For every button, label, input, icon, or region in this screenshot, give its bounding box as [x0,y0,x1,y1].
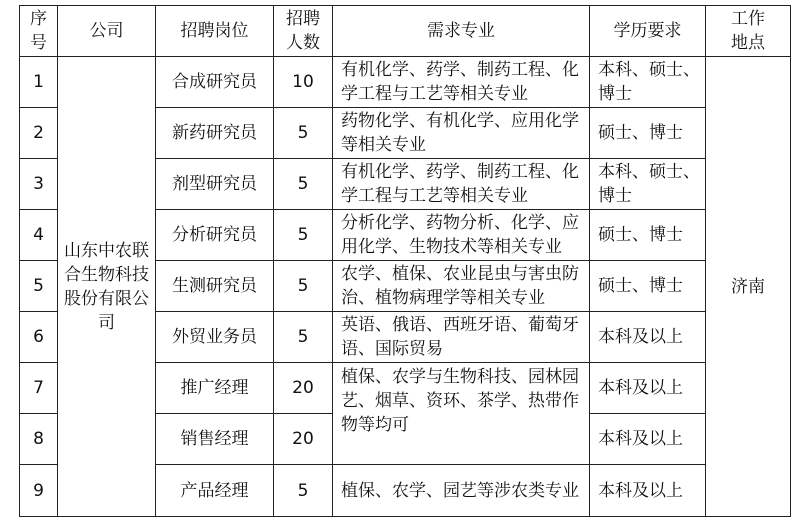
row-education: 本科、硕士、博士 [590,159,706,210]
row-count: 5 [274,159,333,210]
row-no: 7 [20,363,58,414]
row-education: 硕士、博士 [590,210,706,261]
row-position: 分析研究员 [156,210,274,261]
row-position: 新药研究员 [156,108,274,159]
row-count: 20 [274,414,333,465]
row-education: 本科、硕士、博士 [590,57,706,108]
row-major: 药物化学、有机化学、应用化学等相关专业 [333,108,590,159]
row-no: 5 [20,261,58,312]
row-position: 合成研究员 [156,57,274,108]
row-position: 销售经理 [156,414,274,465]
row-education: 硕士、博士 [590,108,706,159]
row-position: 推广经理 [156,363,274,414]
row-major-shared: 植保、农学与生物科技、园林园艺、烟草、资环、茶学、热带作物等均可 [333,363,590,465]
row-count: 5 [274,210,333,261]
row-education: 本科及以上 [590,465,706,517]
header-count: 招聘人数 [274,6,333,57]
row-education: 本科及以上 [590,414,706,465]
row-major: 植保、农学、园艺等涉农类专业 [333,465,590,517]
row-education: 硕士、博士 [590,261,706,312]
row-no: 1 [20,57,58,108]
row-count: 5 [274,312,333,363]
row-count: 20 [274,363,333,414]
row-no: 8 [20,414,58,465]
header-position: 招聘岗位 [156,6,274,57]
row-position: 生测研究员 [156,261,274,312]
header-education: 学历要求 [590,6,706,57]
row-education: 本科及以上 [590,312,706,363]
row-count: 5 [274,465,333,517]
row-position: 剂型研究员 [156,159,274,210]
row-no: 3 [20,159,58,210]
header-location: 工作地点 [706,6,791,57]
row-major: 分析化学、药物分析、化学、应用化学、生物技术等相关专业 [333,210,590,261]
row-no: 9 [20,465,58,517]
row-major: 有机化学、药学、制药工程、化学工程与工艺等相关专业 [333,57,590,108]
row-count: 10 [274,57,333,108]
row-position: 产品经理 [156,465,274,517]
row-major: 农学、植保、农业昆虫与害虫防治、植物病理学等相关专业 [333,261,590,312]
table-row [20,57,791,108]
recruitment-table [19,5,791,517]
row-major: 有机化学、药学、制药工程、化学工程与工艺等相关专业 [333,159,590,210]
row-major: 英语、俄语、西班牙语、葡萄牙语、国际贸易 [333,312,590,363]
row-education: 本科及以上 [590,363,706,414]
company-cell: 山东中农联合生物科技股份有限公司 [58,57,156,517]
row-no: 6 [20,312,58,363]
header-company: 公司 [58,6,156,57]
row-no: 2 [20,108,58,159]
row-count: 5 [274,108,333,159]
header-no: 序号 [20,6,58,57]
row-count: 5 [274,261,333,312]
header-major: 需求专业 [333,6,590,57]
location-cell: 济南 [706,57,791,517]
row-position: 外贸业务员 [156,312,274,363]
header-row [20,6,791,57]
row-no: 4 [20,210,58,261]
